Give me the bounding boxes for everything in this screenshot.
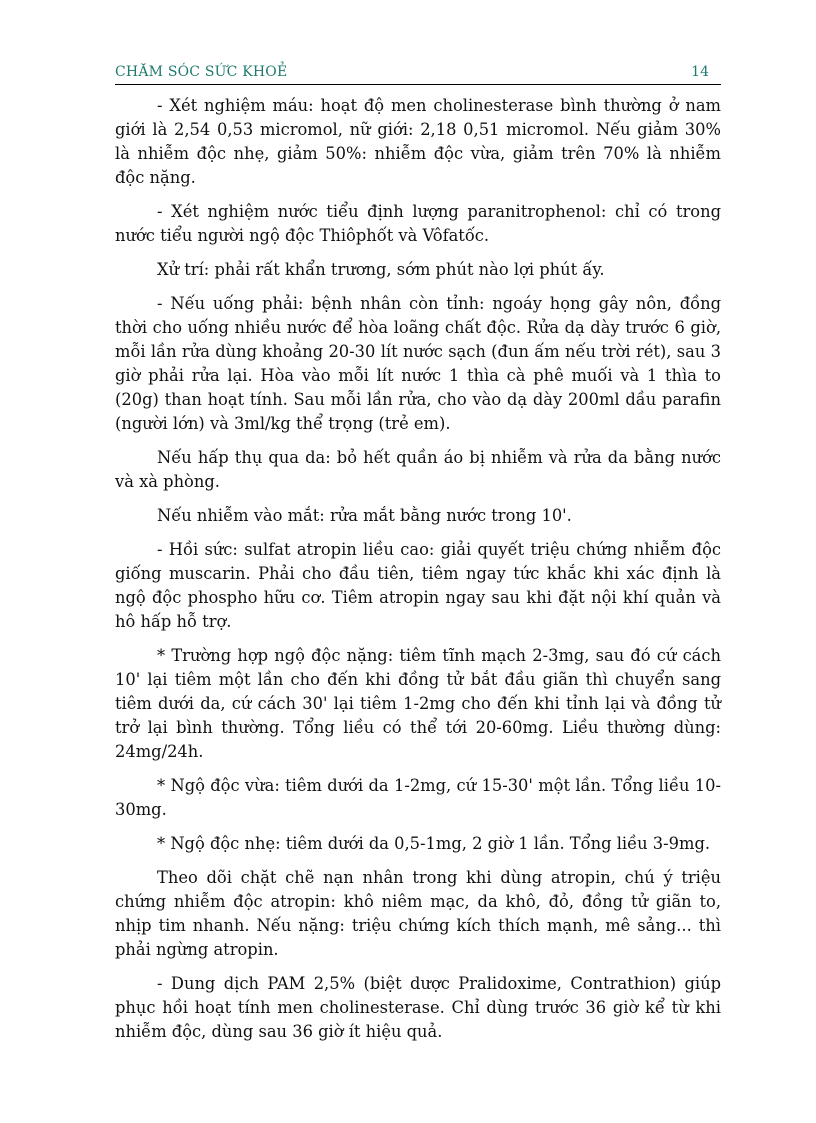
paragraph-resuscitation: - Hồi sức: sulfat atropin liều cao: giải quyết triệu chứng nhiễm độc giống muscarin. Phải cho đầu tiên, tiêm ngay tức khắc khi xác định là ngộ độc phospho hữu cơ. Tiêm atropin ngay sau khi đặt nội khí quản và hô hấp hỗ trợ. [115,540,721,631]
page-number: 14 [691,64,709,80]
paragraph-mild-poisoning: * Ngộ độc nhẹ: tiêm dưới da 0,5-1mg, 2 giờ 1 lần. Tổng liều 3-9mg. [157,834,711,853]
paragraph-pam-solution: - Dung dịch PAM 2,5% (biệt dược Pralidoxime, Contrathion) giúp phục hồi hoạt tính men cholinesterase. Chỉ dùng trước 36 giờ kể từ khi nhiễm độc, dùng sau 36 giờ ít hiệu quả. [115,974,721,1041]
paragraph-atropine-monitoring: Theo dõi chặt chẽ nạn nhân trong khi dùng atropin, chú ý triệu chứng nhiễm độc atropin: khô niêm mạc, da khô, đỏ, đồng tử giãn to, nhịp tim nhanh. Nếu nặng: triệu chứng kích thích mạnh, mê sảng... thì phải ngừng atropin. [115,868,721,959]
paragraph-blood-test: - Xét nghiệm máu: hoạt độ men cholinesterase bình thường ở nam giới là 2,54 0,53 micromol, nữ giới: 2,18 0,51 micromol. Nếu giảm 30% là nhiễm độc nhẹ, giảm 50%: nhiễm độc vừa, giảm trên 70% là nhiễm độc nặng. [115,96,721,187]
paragraph-moderate-poisoning: * Ngộ độc vừa: tiêm dưới da 1-2mg, cứ 15-30' một lần. Tổng liều 10-30mg. [115,776,721,819]
running-title: CHĂM SÓC SỨC KHOẺ [115,64,288,80]
paragraph-skin-exposure: Nếu hấp thụ qua da: bỏ hết quần áo bị nhiễm và rửa da bằng nước và xà phòng. [115,448,721,491]
paragraph-severe-poisoning: * Trường hợp ngộ độc nặng: tiêm tĩnh mạch 2-3mg, sau đó cứ cách 10' lại tiêm một lần cho đến khi đồng tử bắt đầu giãn thì chuyển sang tiêm dưới da, cứ cách 30' lại tiêm 1-2mg cho đến khi tỉnh lại và đồng tử trở lại bình thường. Tổng liều có thể tới 20-60mg. Liều thường dùng: 24mg/24h. [115,646,721,761]
paragraph-eye-exposure: Nếu nhiễm vào mắt: rửa mắt bằng nước trong 10'. [157,506,572,525]
page-body [115,94,721,1054]
paragraph-ingestion: - Nếu uống phải: bệnh nhân còn tỉnh: ngoáy họng gây nôn, đồng thời cho uống nhiều nước để hòa loãng chất độc. Rửa dạ dày trước 6 giờ, mỗi lần rửa dùng khoảng 20-30 lít nước sạch (đun ấm nếu trời rét), sau 3 giờ phải rửa lại. Hòa vào mỗi lít nước 1 thìa cà phê muối và 1 thìa to (20g) than hoạt tính. Sau mỗi lần rửa, cho vào dạ dày 200ml dầu parafin (người lớn) và 3ml/kg thể trọng (trẻ em). [115,294,721,433]
paragraph-treatment-intro: Xử trí: phải rất khẩn trương, sớm phút nào lợi phút ấy. [157,260,605,279]
paragraph-urine-test: - Xét nghiệm nước tiểu định lượng paranitrophenol: chỉ có trong nước tiểu người ngộ độc Thiôphốt và Vôfatốc. [115,202,721,245]
page-header [115,60,721,85]
